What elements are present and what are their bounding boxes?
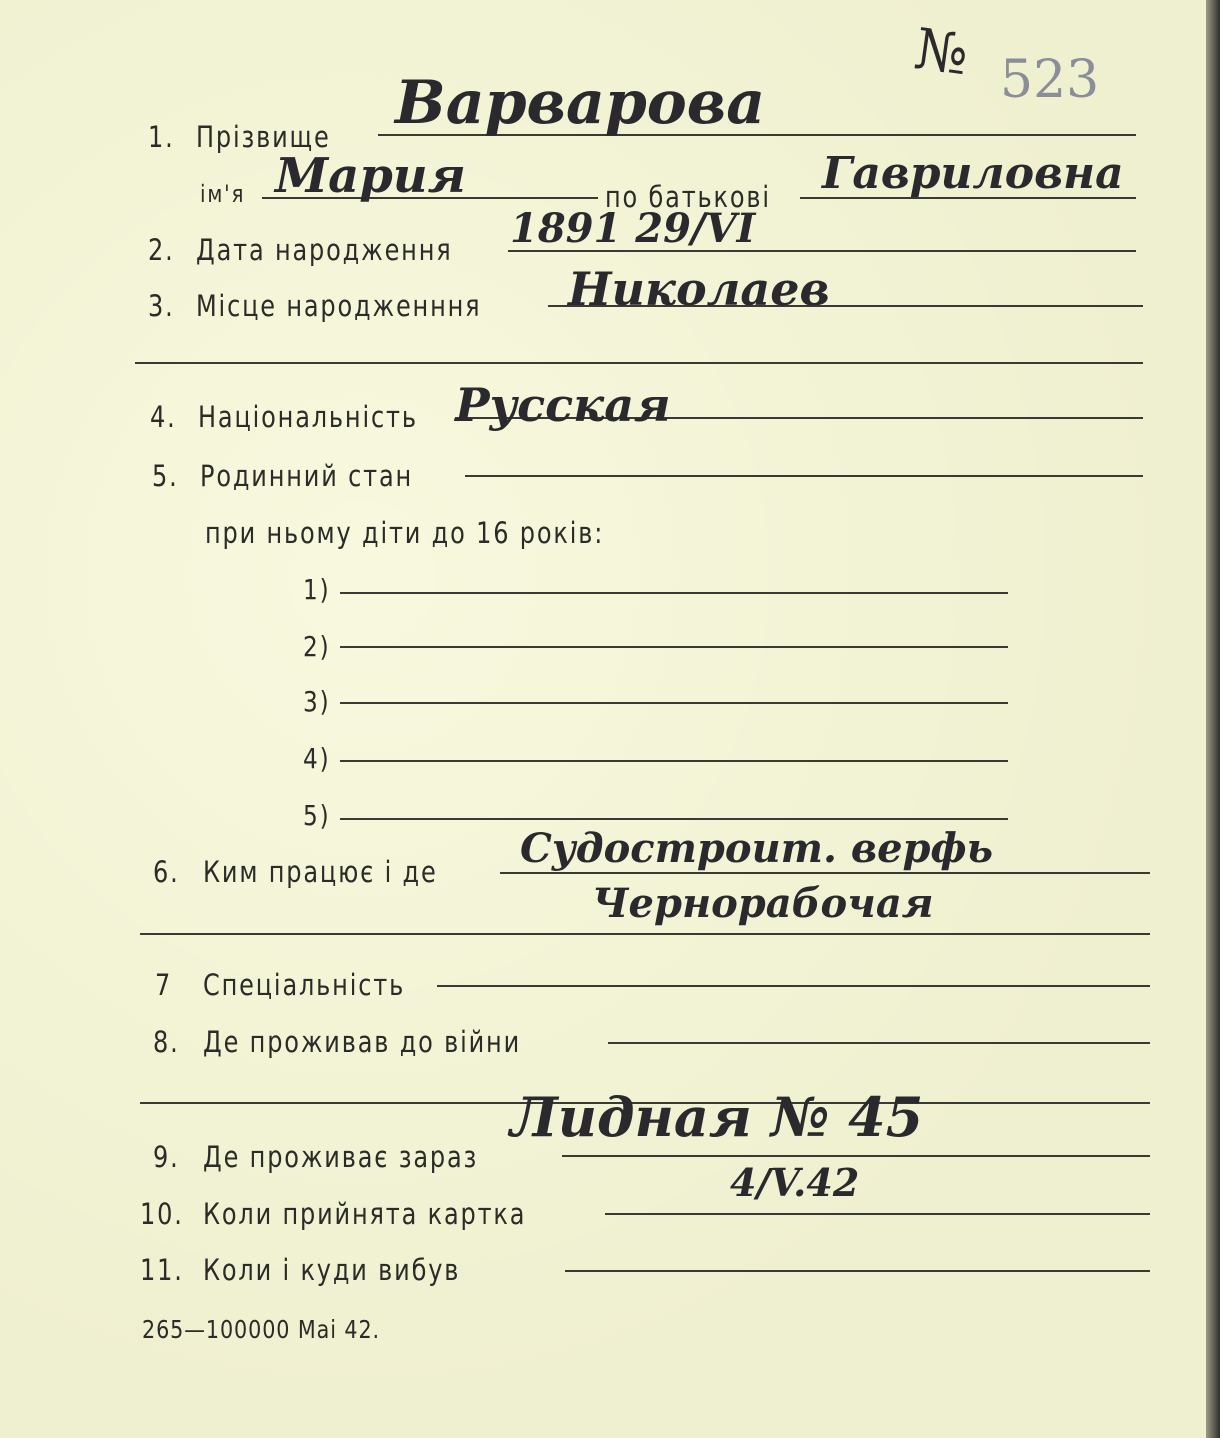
birth-place-line-2 <box>135 362 1143 364</box>
child-5-line <box>340 818 1008 820</box>
patronymic-value: Гавриловна <box>822 148 1124 199</box>
surname-value: Варварова <box>395 68 766 138</box>
birth-place-value: Николаев <box>568 262 830 316</box>
birth-place-number: 3. <box>148 289 175 323</box>
patronymic-label: по батькові <box>605 180 771 214</box>
specialty-number: 7 <box>155 968 173 1002</box>
card-right-edge <box>1206 0 1220 1438</box>
departed-number: 11. <box>140 1253 184 1287</box>
current-residence-value: Лидная № 45 <box>510 1085 924 1149</box>
nationality-label: Національність <box>198 400 418 434</box>
card-accepted-line <box>605 1213 1150 1215</box>
specialty-label: Спеціальність <box>203 968 406 1002</box>
card-number: 523 <box>1000 50 1100 110</box>
child-3-line <box>340 702 1008 704</box>
prewar-residence-line <box>608 1042 1150 1044</box>
card-accepted-number: 10. <box>140 1197 184 1231</box>
birth-place-label: Місце народженння <box>196 289 482 323</box>
name-value: Мария <box>275 148 466 204</box>
card-accepted-label: Коли прийнята картка <box>203 1197 527 1231</box>
child-1-line <box>340 592 1008 594</box>
prewar-residence-number: 8. <box>153 1025 180 1059</box>
current-residence-line <box>562 1155 1150 1157</box>
occupation-label: Ким працює і де <box>203 855 438 889</box>
specialty-line <box>437 985 1150 987</box>
current-residence-number: 9. <box>153 1140 180 1174</box>
child-3-number: 3) <box>303 685 331 718</box>
departed-label: Коли і куди вибув <box>203 1253 461 1287</box>
print-footer: 265—100000 Маі 42. <box>142 1315 381 1344</box>
child-4-line <box>340 760 1008 762</box>
child-4-number: 4) <box>303 742 331 775</box>
nationality-value: Русская <box>455 378 671 432</box>
child-2-number: 2) <box>303 630 331 663</box>
departed-line <box>565 1270 1150 1272</box>
birth-date-value: 1891 29/VI <box>510 205 756 252</box>
current-residence-label: Де проживає зараз <box>203 1140 479 1174</box>
birth-date-label: Дата народження <box>196 233 453 267</box>
occupation-line-2 <box>140 933 1150 935</box>
occupation-line <box>500 872 1150 874</box>
occupation-value-2: Чернорабочая <box>592 880 934 927</box>
child-5-number: 5) <box>303 799 331 832</box>
children-label: при ньому діти до 16 років: <box>205 516 605 550</box>
family-status-label: Родинний стан <box>200 459 414 493</box>
surname-number: 1. <box>148 120 175 154</box>
child-2-line <box>340 646 1008 648</box>
occupation-value-1: Судостроит. верфь <box>520 825 993 872</box>
nationality-number: 4. <box>150 400 177 434</box>
card-number-mark: № <box>910 16 973 89</box>
occupation-number: 6. <box>153 855 180 889</box>
prewar-residence-label: Де проживав до війни <box>203 1025 522 1059</box>
card-accepted-value: 4/V.42 <box>730 1160 860 1205</box>
surname-label: Прізвище <box>196 120 331 154</box>
name-label: ім'я <box>200 180 246 208</box>
birth-date-number: 2. <box>148 233 175 267</box>
child-1-number: 1) <box>303 573 331 606</box>
family-status-line <box>465 475 1143 477</box>
family-status-number: 5. <box>152 459 179 493</box>
